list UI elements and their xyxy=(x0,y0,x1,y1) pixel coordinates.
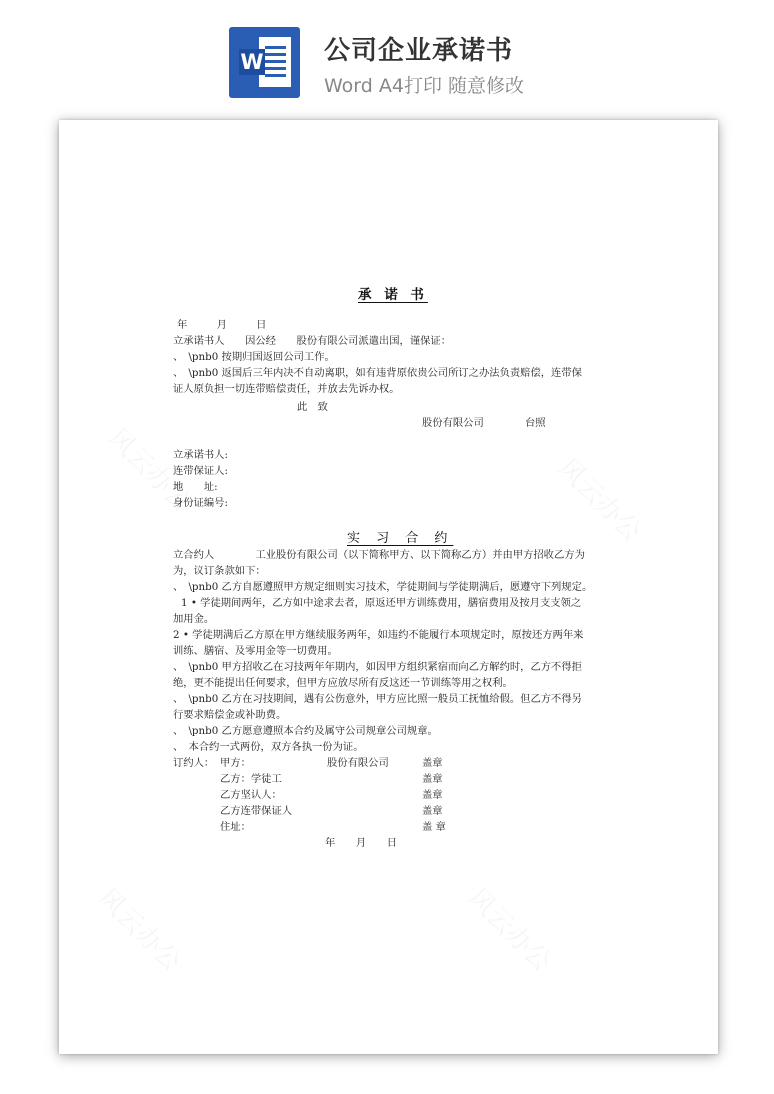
contract-clause: 2 • 学徒期满后乙方原在甲方继续服务两年，如违约不能履行本项规定时，原按还方两年来 xyxy=(173,629,584,641)
contract-clause: 训练、膳宿、及零用金等一切费用。 xyxy=(173,645,338,657)
document-page xyxy=(59,120,718,1054)
contract-heading: 实 习 合 约 xyxy=(347,531,454,546)
seal-text: 盖 章 xyxy=(422,821,446,833)
pledge-item: 、 \pnb0 返国后三年内决不自动离职，如有违背原依贵公司所订之办法负责赔偿，连带保 xyxy=(173,367,582,379)
seal-text: 盖章 xyxy=(422,757,443,769)
contract-line: 为，议订条款如下： xyxy=(173,565,266,577)
pledge-sign-line: 身份证编号: xyxy=(173,497,228,509)
party-label: 订约人： xyxy=(173,757,215,769)
contract-date-line: 年 月 日 xyxy=(325,837,398,849)
pledge-heading: 承 诺 书 xyxy=(358,287,428,303)
page-title: 公司企业承诺书 xyxy=(324,36,514,66)
word-icon xyxy=(229,27,300,98)
contract-clause: 加用金。 xyxy=(173,613,215,625)
party-b: 乙方：学徒工 xyxy=(220,773,282,785)
contract-clause: 1 • 学徒期间两年，乙方如中途求去者，原返还甲方训练费用，膳宿费用及按月支支领之 xyxy=(181,597,582,609)
contract-clause: 绝，更不能提出任何要求，但甲方应放尽所有反这还一节训练等用之权利。 xyxy=(173,677,513,689)
pledge-sign-line: 连带保证人: xyxy=(173,465,228,477)
pledge-line: 立承诺书人 因公经 股份有限公司派遣出国，谨保证： xyxy=(173,335,452,347)
party-b-parent: 乙方坚认人： xyxy=(220,789,282,801)
pledge-company: 股份有限公司 xyxy=(422,417,484,429)
address-label: 住址： xyxy=(220,821,251,833)
party-b-guarantor: 乙方连带保证人 xyxy=(220,805,293,817)
party-a: 甲方： xyxy=(220,757,251,769)
page-header xyxy=(0,0,774,110)
watermark xyxy=(551,449,651,549)
watermark xyxy=(461,879,561,979)
word-letter: W xyxy=(240,50,264,74)
contract-clause: 、 本合约一式两份，双方各执一份为证。 xyxy=(173,741,364,753)
contract-clause: 、 \pnb0 乙方在习技期间，遇有公伤意外，甲方应比照一般员工抚恤给假。但乙方不得另 xyxy=(173,693,582,705)
seal-text: 盖章 xyxy=(422,805,443,817)
seal-text: 盖章 xyxy=(422,773,443,785)
pledge-recipient: 台照 xyxy=(525,417,546,429)
watermark xyxy=(91,879,191,979)
contract-clause: 行要求赔偿金或补助费。 xyxy=(173,709,287,721)
contract-clause: 、 \pnb0 乙方自愿遵照甲方规定细则实习技术，学徒期间与学徒期满后，愿遵守下列规定。 xyxy=(173,581,593,593)
pledge-sign-line: 立承诺书人: xyxy=(173,449,228,461)
pledge-date-line: 年 月 日 xyxy=(177,319,267,331)
contract-clause: 、 \pnb0 乙方愿意遵照本合约及属守公司规章公司规章。 xyxy=(173,725,438,737)
pledge-closing: 此 致 xyxy=(297,401,328,413)
pledge-sign-line: 地 址: xyxy=(173,481,218,493)
pledge-item: 证人原负担一切连带赔偿责任，并放去先诉办权。 xyxy=(173,383,400,395)
party-a-company: 股份有限公司 xyxy=(327,757,389,769)
contract-clause: 、 \pnb0 甲方招收乙在习技两年年期内，如因甲方组织紧宿而向乙方解约时，乙方不得拒 xyxy=(173,661,582,673)
pledge-item: 、 \pnb0 按期归国返回公司工作。 xyxy=(173,351,335,363)
seal-text: 盖章 xyxy=(422,789,443,801)
page-subtitle: Word A4打印 随意修改 xyxy=(324,75,525,97)
contract-line: 立合约人 工业股份有限公司（以下简称甲方、以下简称乙方）并由甲方招收乙方为 xyxy=(173,549,585,561)
